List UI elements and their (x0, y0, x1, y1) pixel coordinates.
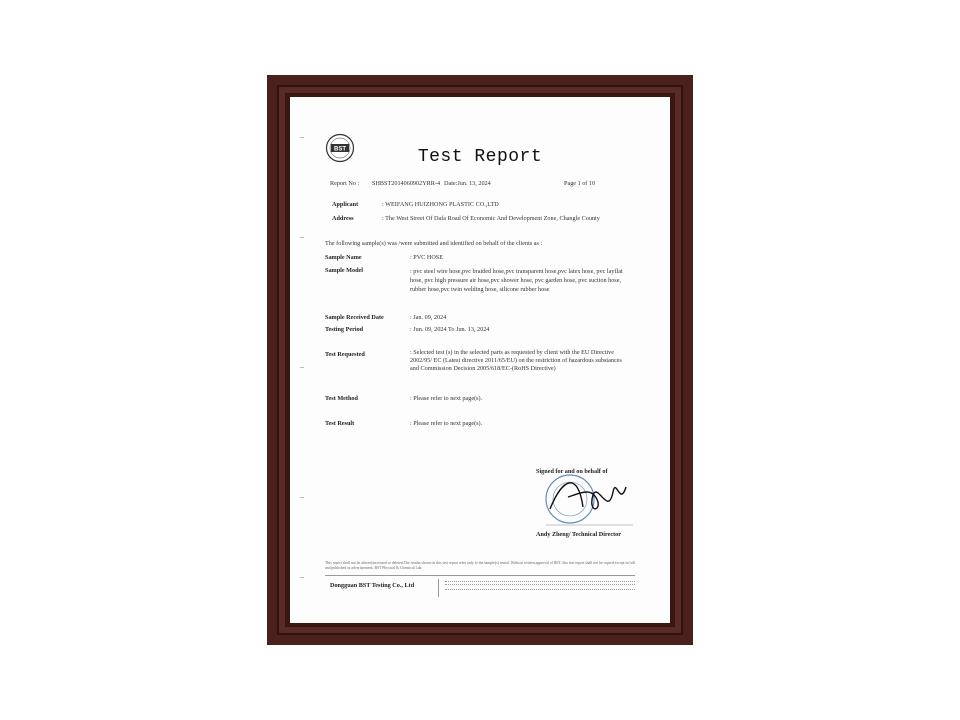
signed-label: Signed for and on behalf of (536, 468, 608, 475)
address-value: : The West Street Of Dafa Road Of Economic And Development Zone, Changle County (382, 215, 600, 222)
period-label: Testing Period (325, 326, 364, 333)
received-value: : Jan. 09, 2024 (410, 314, 447, 321)
margin-tick (300, 237, 304, 238)
sample-name-label: Sample Name (325, 254, 362, 261)
footer-contact-lines (445, 589, 635, 592)
footer-divider (325, 575, 635, 576)
footer-separator (438, 579, 439, 597)
method-value: : Please refer to next page(s). (410, 395, 483, 402)
footer-contact-lines (445, 581, 635, 585)
test-report-page (290, 97, 670, 623)
margin-tick (300, 577, 304, 578)
applicant-value: : WEIFANG HUIZHONG PLASTIC CO.,LTD (382, 201, 499, 208)
applicant-label: Applicant (332, 201, 359, 208)
disclaimer-text: This report shall not be altered,increased or deleted.The results shown in this test report refer only to the sample(s) tested. Without written approval of BST, this test report shall not be copied except in full and published as advertisement. BST Physical & Chemical Lab. (325, 561, 635, 570)
logo-text: BST (334, 146, 346, 153)
requested-label: Test Requested (325, 351, 365, 358)
sample-model-label: Sample Model (325, 267, 363, 274)
method-label: Test Method (325, 395, 358, 402)
address-label: Address (332, 215, 354, 222)
sample-model-value: : pvc steel wire hose,pvc braided hose,pvc transparent hose,pvc latex hose, pvc layflat hose, pvc high pressure air hose,pvc shower hose, pvc garden hose, pvc suction hose, rubber hose,pvc twin welding hose, silicone rubber hose (410, 268, 623, 293)
sample-name-value: : PVC HOSE (410, 254, 444, 261)
received-label: Sample Received Date (325, 314, 384, 321)
period-value: : Jun. 09, 2024 To Jun. 13, 2024 (410, 326, 490, 333)
page-title: Test Report (417, 147, 543, 167)
report-date: Date:Jun. 13, 2024 (444, 180, 491, 187)
result-value: : Please refer to next page(s). (410, 420, 483, 427)
signature-stamp-icon (538, 467, 638, 537)
margin-tick (300, 137, 304, 138)
company-name: Dongguan BST Testing Co., Ltd (330, 582, 415, 589)
report-no-label: Report No : (330, 180, 360, 187)
margin-tick (300, 367, 304, 368)
page-count: Page 1 of 10 (564, 180, 596, 187)
result-label: Test Result (325, 420, 355, 427)
requested-value: : Selected test (s) in the selected parts as requested by client with the EU Directive 2002/95/ EC (Latest directive 2011/65/EU) on the restriction of hazardous substances and Commission Decision 2005/618/EC-(RoHS Directive) (410, 349, 622, 372)
report-no: SHBST2014060902YRR-4 (372, 180, 441, 187)
signer-name: Andy Zheng/ Technical Director (536, 531, 621, 538)
margin-tick (300, 497, 304, 498)
intro-text: The following sample(s) was /were submitted and identified on behalf of the clients as : (325, 240, 543, 247)
